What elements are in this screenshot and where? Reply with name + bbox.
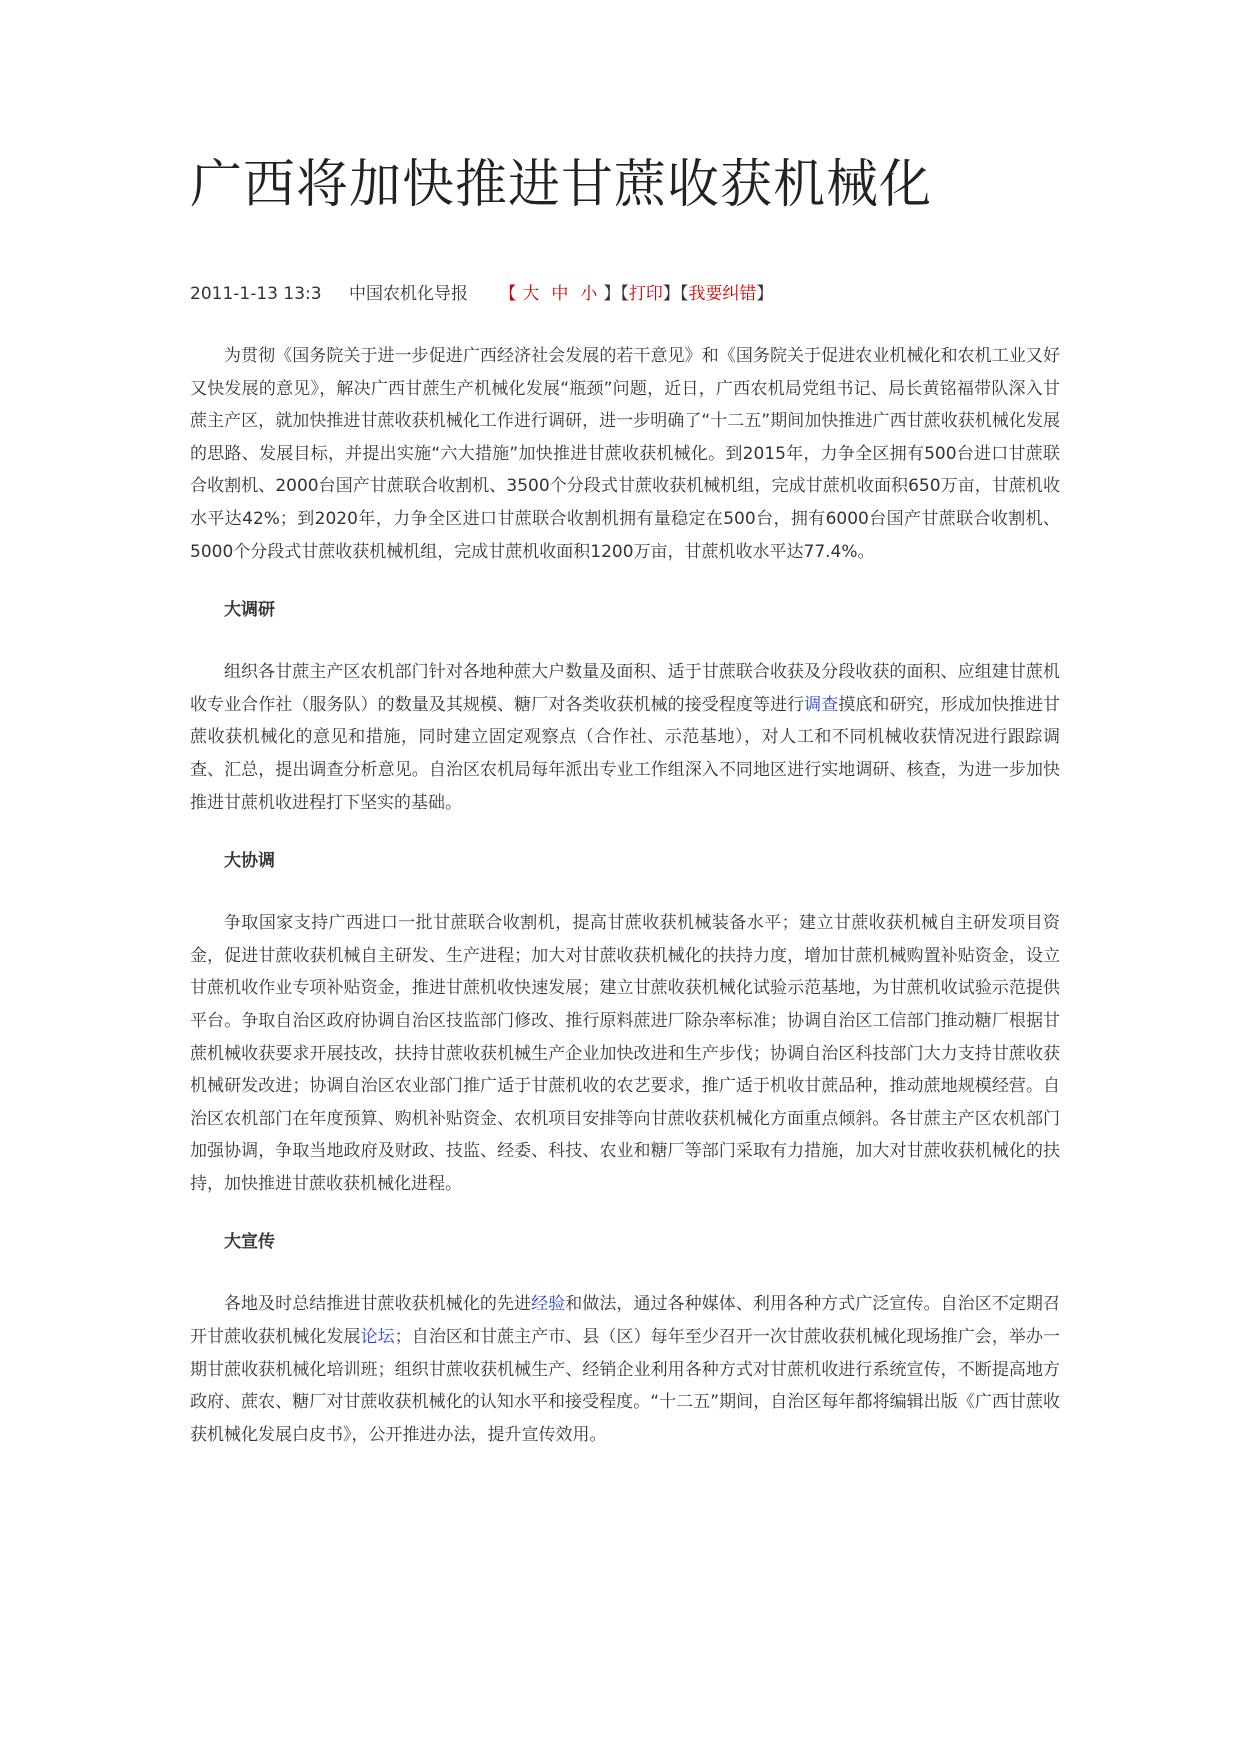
paragraph-text: 摸底和研究，形成加快推进甘蔗收获机械化的意见和措施，同时建立固定观察点（合作社、示范基地），对人工和不同机械收获情况进行跟踪调查、汇总，提出调查分析意见。自治区农机局每年派出专业工作组深入不同地区进行实地调研、核查，为进一步加快推进甘蔗机收进程打下坚实的基础。 [190, 694, 1061, 813]
paragraph-text: ；自治区和甘蔗主产市、县（区）每年至少召开一次甘蔗收获机械化现场推广会，举办一期甘蔗收获机械化培训班；组织甘蔗收获机械生产、经销企业利用各种方式对甘蔗机收进行系统宣传，不断提高地方政府、蔗农、糖厂对甘蔗收获机械化的认知水平和接受程度。“十二五”期间，自治区每年都将编辑出版《广西甘蔗收获机械化发展白皮书》，公开推进办法，提升宣传效用。 [190, 1327, 1061, 1445]
paragraph-text: 和做法，通过各种媒体、利用各种方式广泛宣传。自治区不定期召开甘蔗收获机械化发展 [190, 1294, 1060, 1348]
print-link[interactable]: 打印 [628, 284, 663, 304]
research-paragraph [190, 656, 1060, 819]
section-heading-research: 大调研 [224, 600, 275, 621]
article-source: 中国农机化导报 [348, 284, 468, 304]
bracket-open: 【 [679, 284, 689, 304]
article-title: 广西将加快推进甘蔗收获机械化 [190, 155, 933, 215]
bracket-open: 【 [620, 284, 629, 304]
publish-date: 2011-1-13 13:3 [190, 284, 322, 304]
coordination-paragraph: 争取国家支持广西进口一批甘蔗联合收割机，提高甘蔗收获机械装备水平；建立甘蔗收获机械自主研发项目资金，促进甘蔗收获机械自主研发、生产进程；加大对甘蔗收获机械化的扶持力度，增加甘蔗机械购置补贴资金，设立甘蔗机收作业专项补贴资金，推进甘蔗机收快速发展；建立甘蔗收获机械化试验示范基地，为甘蔗机收试验示范提供平台。争取自治区政府协调自治区技监部门修改、推行原料蔗进厂除杂率标准；协调自治区工信部门推动糖厂根据甘蔗机械收获要求开展技改，扶持甘蔗收获机械生产企业加快改进和生产步伐；协调自治区科技部门大力支持甘蔗收获机械研发改进；协调自治区农业部门推广适于甘蔗机收的农艺要求，推广适于机收甘蔗品种，推动蔗地规模经营。自治区农机部门在年度预算、购机补贴资金、农机项目安排等向甘蔗收获机械化方面重点倾斜。各甘蔗主产区农机部门加强协调，争取当地政府及财政、技监、经委、科技、农业和糖厂等部门采取有力措施，加大对甘蔗收获机械化的扶持，加快推进甘蔗收获机械化进程。 [190, 913, 1060, 1194]
intro-paragraph: 为贯彻《国务院关于进一步促进广西经济社会发展的若干意见》和《国务院关于促进农业机械化和农机工业又好又快发展的意见》，解决广西甘蔗生产机械化发展“瓶颈”问题，近日，广西农机局党组书记、局长黄铭福带队深入甘蔗主产区，就加快推进甘蔗收获机械化工作进行调研，进一步明确了“十二五”期间加快推进广西甘蔗收获机械化发展的思路、发展目标，并提出实施“六大措施”加快推进甘蔗收获机械化。到2015年，力争全区拥有500台进口甘蔗联合收割机、2000台国产甘蔗联合收割机、3500个分段式甘蔗收获机械机组，完成甘蔗机收面积650万亩，甘蔗机收水平达42%；到2020年，力争全区进口甘蔗联合收割机拥有量稳定在500台，拥有6000台国产甘蔗联合收割机、5000个分段式甘蔗收获机械机组，完成甘蔗机收面积1200万亩，甘蔗机收水平达77.4%。 [190, 346, 1060, 562]
forum-link[interactable]: 论坛 [360, 1327, 395, 1348]
bracket-close: 】 [603, 284, 621, 304]
section-heading-publicity: 大宣传 [224, 1232, 275, 1253]
font-size-small-link[interactable]: 小 [580, 284, 598, 304]
section-heading-coordination: 大协调 [224, 851, 275, 872]
bracket-close: 】 [662, 284, 680, 304]
report-error-link[interactable]: 我要纠错 [688, 284, 757, 304]
font-size-large-link[interactable]: 大 [522, 284, 540, 304]
article-body [190, 340, 1060, 1451]
paragraph-text: 组织各甘蔗主产区农机部门针对各地种蔗大户数量及面积、适于甘蔗联合收获及分段收获的面积、应组建甘蔗机收专业合作社（服务队）的数量及其规模、糖厂对各类收获机械的接受程度等进行 [190, 662, 1060, 715]
paragraph-text: 各地及时总结推进甘蔗收获机械化的先进 [224, 1294, 532, 1315]
bracket-open: 【 [499, 284, 517, 304]
survey-link[interactable]: 调查 [804, 694, 839, 715]
publicity-paragraph [190, 1288, 1060, 1451]
experience-link[interactable]: 经验 [531, 1294, 566, 1315]
bracket-close: 】 [756, 284, 774, 304]
article-meta [190, 280, 773, 308]
font-size-medium-link[interactable]: 中 [551, 284, 569, 304]
